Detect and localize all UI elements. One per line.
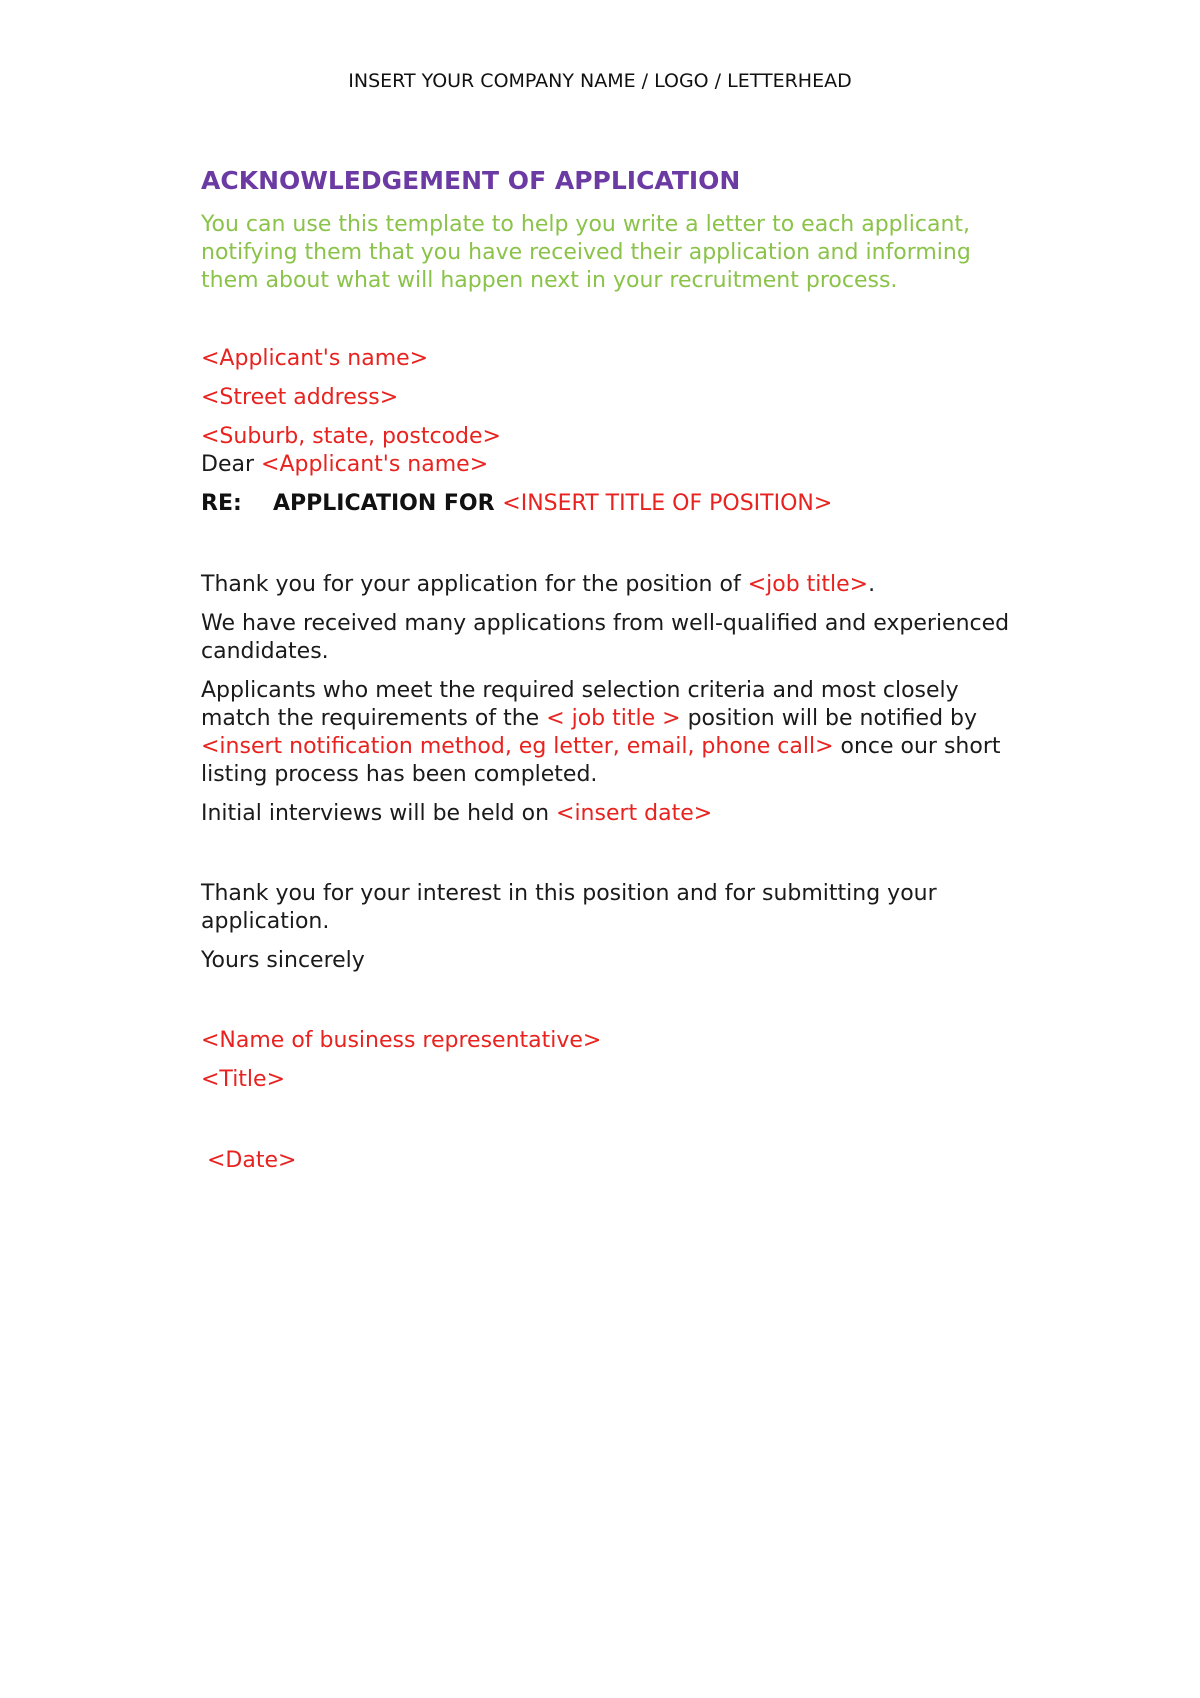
subject-line [201,490,1021,518]
body-p4-date: <insert date> [556,801,713,826]
body-p1-text: Thank you for your application for the position of [201,572,741,597]
representative-name: <Name of business representative> [201,1028,602,1053]
signature-block [201,1027,1021,1094]
body-p1-job: <job title> [747,572,869,597]
representative-title: <Title> [201,1067,286,1092]
body-p3-b: position will be notified by [687,706,978,731]
body-p4-text: Initial interviews will be held on [201,801,550,826]
letter-body [201,571,1021,828]
salutation-name: <Applicant's name> [261,452,489,477]
document-title: ACKNOWLEDGEMENT OF APPLICATION [201,166,741,195]
template-instructions: You can use this template to help you write a letter to each applicant, notifying them that you have received their application and informing them about what will happen next in your recruitment process. [201,212,971,293]
subject-label: RE: [201,491,242,516]
body-p3-job: < job title > [546,706,681,731]
body-p3-a: Applicants who meet the required selection criteria and most closely match the requirements of the [201,678,959,731]
body-p1-end: . [868,572,876,597]
letter-content [201,165,1021,1175]
date-block [201,1147,1021,1175]
body-p3-method: <insert notification method, eg letter, email, phone call> [201,734,834,759]
salutation [201,451,1021,479]
subject-position: <INSERT TITLE OF POSITION> [502,491,833,516]
body-paragraph-3 [201,677,1021,789]
address-name: <Applicant's name> [201,346,429,371]
salutation-dear: Dear [201,452,255,477]
body-paragraph-1 [201,571,1021,599]
body-p3-c: once our short listing process has been completed. [201,734,1001,787]
address-suburb: <Suburb, state, postcode> [201,424,501,449]
signoff: Yours sincerely [201,948,365,973]
subject-prefix: APPLICATION FOR [273,491,495,516]
body-paragraph-4 [201,800,1021,828]
body-paragraph-2: We have received many applications from well-qualified and experienced candidates. [201,611,1010,664]
address-street: <Street address> [201,385,399,410]
letter-date: <Date> [207,1148,297,1173]
recipient-address [201,345,1021,451]
closing-thanks: Thank you for your interest in this position and for submitting your application. [201,881,937,934]
letterhead: INSERT YOUR COMPANY NAME / LOGO / LETTERHEAD [348,70,852,92]
